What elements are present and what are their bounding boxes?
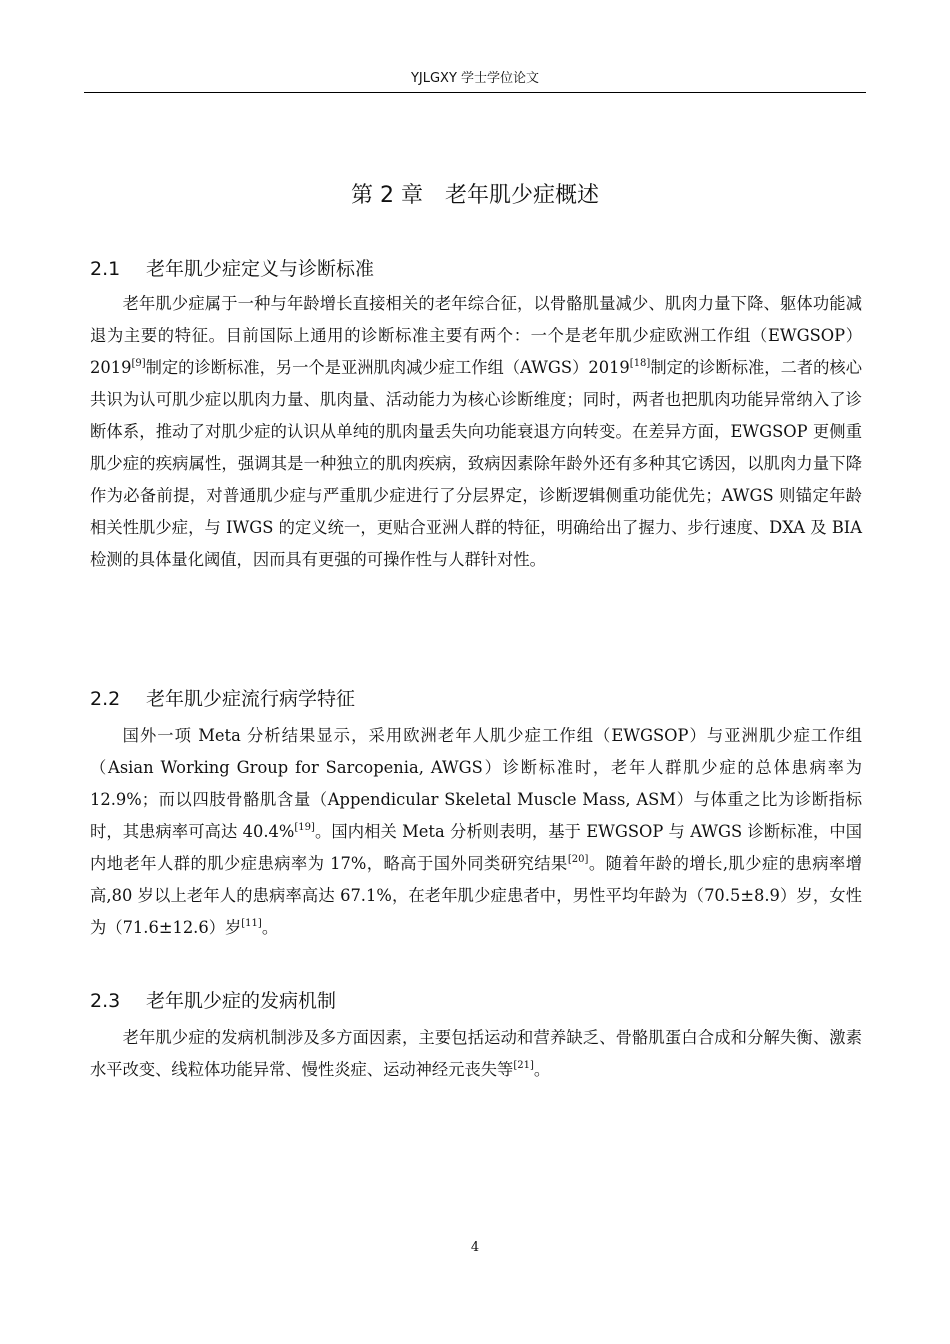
text-run: 。随着年龄的增长,肌少症的患病率增高,80 岁以上老年人的患病率高达 67.1%，在老年肌少症患者中，男性平均年龄为（70.5±8.9）岁，女性为（71.6±12.6）岁 (90, 854, 862, 937)
citation[interactable]: [11] (241, 918, 262, 929)
text-run: 。国内相关 Meta 分析则表明，基于 EWGSOP 与 AWGS 诊断标准，中国内地老年人群的肌少症患病率为 17%，略高于国外同类研究结果 (90, 822, 862, 873)
text-run: 老年肌少症的发病机制涉及多方面因素，主要包括运动和营养缺乏、骨骼肌蛋白合成和分解失衡、激素水平改变、线粒体功能异常、慢性炎症、运动神经元丧失等 (90, 1028, 862, 1079)
section-title: 老年肌少症定义与诊断标准 (146, 258, 375, 280)
section-title: 老年肌少症流行病学特征 (146, 688, 356, 710)
section-number: 2.1 (90, 258, 121, 280)
page-number: 4 (470, 1240, 480, 1255)
text-run: 。 (533, 1060, 551, 1079)
section-number: 2.2 (90, 688, 121, 710)
section-title: 老年肌少症的发病机制 (146, 990, 337, 1012)
section-heading-2-2 (90, 684, 355, 711)
section-heading-2-3 (90, 986, 336, 1013)
text-run: 国外一项 Meta 分析结果显示，采用欧洲老年人肌少症工作组（EWGSOP）与亚洲肌少症工作组（Asian Working Group for Sarcopenia, AWGS）诊断标准时，老年人群肌少症的总体患病率为 12.9%；而以四肢骨骼肌含量（Appendicular Skeletal Muscle Mass, ASM）与体重之比为诊断指标时，其患病率可高达 40.4% (90, 726, 862, 841)
citation[interactable]: [9] (131, 358, 146, 369)
page-header (84, 68, 866, 93)
section-2-3-paragraph (90, 1022, 862, 1086)
citation[interactable]: [20] (567, 854, 589, 865)
text-run: 。 (261, 918, 279, 937)
section-number: 2.3 (90, 990, 121, 1012)
section-heading-2-1 (90, 254, 374, 281)
citation[interactable]: [18] (629, 358, 651, 369)
chapter-number: 第 2 章 (351, 183, 423, 208)
header-title: YJLGXY 学士学位论文 (410, 71, 540, 86)
citation[interactable]: [21] (513, 1060, 534, 1071)
section-2-2-paragraph (90, 720, 862, 944)
text-run: 老年肌少症属于一种与年龄增长直接相关的老年综合征，以骨骼肌量减少、肌肉力量下降、躯体功能减退为主要的特征。目前国际上通用的诊断标准主要有两个：一个是老年肌少症欧洲工作组（EWGSOP）2019 (90, 294, 862, 377)
text-run: 制定的诊断标准，二者的核心共识为认可肌少症以肌肉力量、肌肉量、活动能力为核心诊断维度；同时，两者也把肌肉功能异常纳入了诊断体系，推动了对肌少症的认识从单纯的肌肉量丢失向功能衰退方向转变。在差异方面，EWGSOP 更侧重肌少症的疾病属性，强调其是一种独立的肌肉疾病，致病因素除年龄外还有多种其它诱因，以肌肉力量下降作为必备前提，对普通肌少症与严重肌少症进行了分层界定，诊断逻辑侧重功能优先；AWGS 则锚定年龄相关性肌少症，与 IWGS 的定义统一，更贴合亚洲人群的特征，明确给出了握力、步行速度、DXA 及 BIA 检测的具体量化阈值，因而具有更强的可操作性与人群针对性。 (90, 358, 862, 569)
section-2-1-paragraph (90, 288, 862, 576)
chapter-title (84, 178, 866, 209)
chapter-name: 老年肌少症概述 (444, 183, 599, 208)
citation[interactable]: [19] (294, 822, 315, 833)
text-run: 制定的诊断标准，另一个是亚洲肌肉减少症工作组（AWGS）2019 (145, 358, 630, 377)
